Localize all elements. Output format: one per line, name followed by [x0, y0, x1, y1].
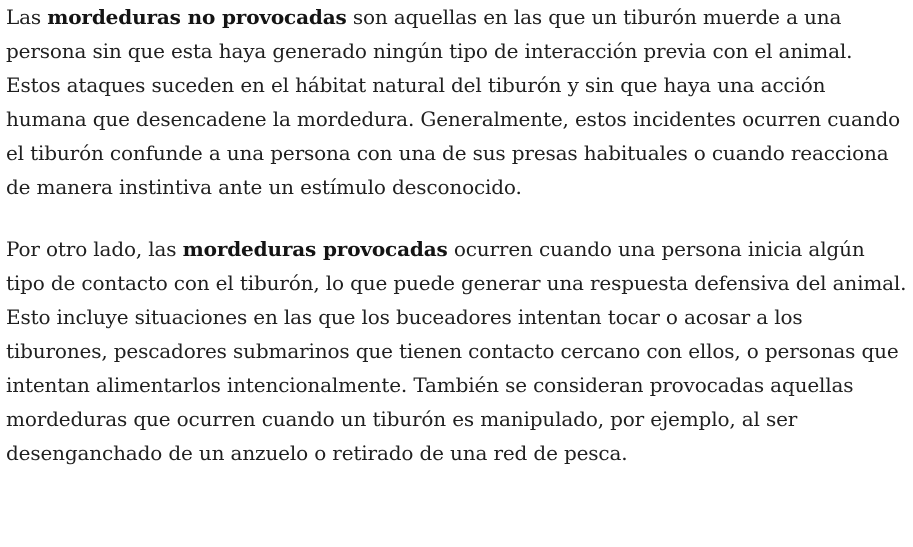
paragraph-text-start: Por otro lado, las: [6, 237, 183, 261]
paragraph-provoked-bites: [6, 232, 909, 470]
paragraph-text-rest: ocurren cuando una persona inicia algún tipo de contacto con el tiburón, lo que puede generar una respuesta defensiva del animal. Esto incluye situaciones en las que los buceadores intentan tocar o acosar a los tiburones, pescadores submarinos que tienen contacto cercano con ellos, o personas que intentan alimentarlos intencionalmente. También se consideran provocadas aquellas mordeduras que ocurren cuando un tiburón es manipulado, por ejemplo, al ser desenganchado de un anzuelo o retirado de una red de pesca.: [6, 237, 907, 465]
paragraph-text-start: Las: [6, 5, 48, 29]
bold-term-unprovoked: mordeduras no provocadas: [47, 5, 347, 29]
paragraph-unprovoked-bites: [6, 0, 909, 204]
bold-term-provoked: mordeduras provocadas: [182, 237, 448, 261]
paragraph-text-rest: son aquellas en las que un tiburón muerde a una persona sin que esta haya generado ningún tipo de interacción previa con el animal. Estos ataques suceden en el hábitat natural del tiburón y sin que haya una acción humana que desencadene la mordedura. Generalmente, estos incidentes ocurren cuando el tiburón confunde a una persona con una de sus presas habituales o cuando reacciona de manera instintiva ante un estímulo desconocido.: [6, 5, 901, 199]
